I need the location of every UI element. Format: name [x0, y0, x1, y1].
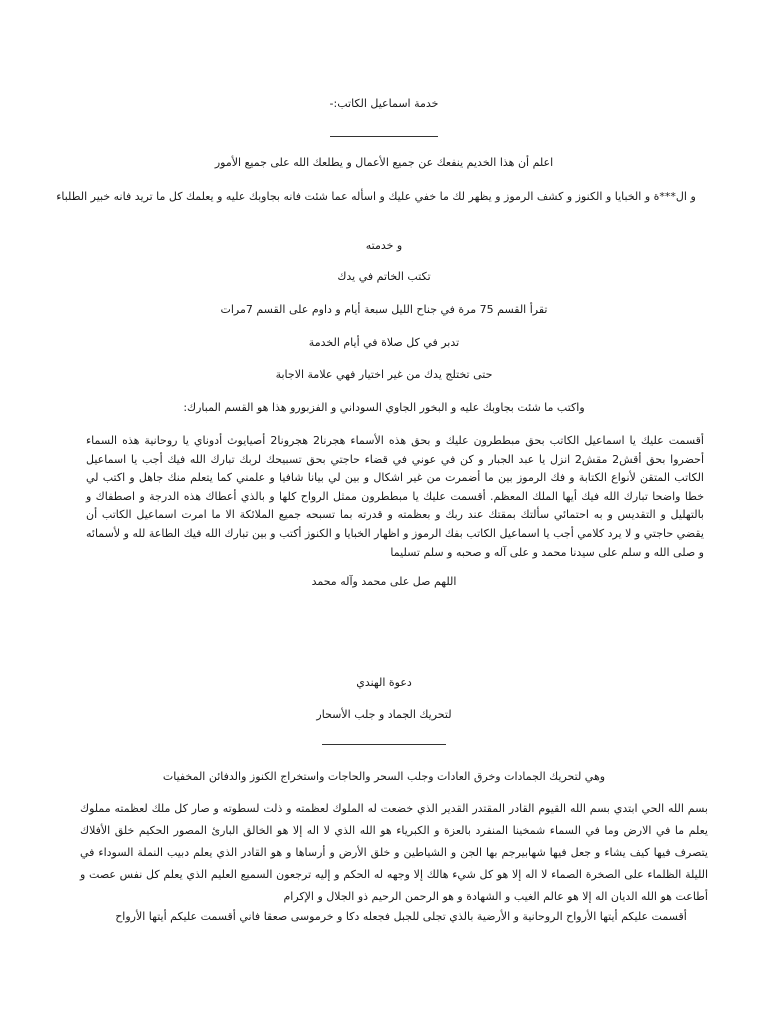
section-title-hindi: دعوة الهندي	[356, 676, 412, 689]
service-label: و خدمته	[365, 239, 403, 252]
invocation-paragraph: بسم الله الحي ابتدي بسم الله القيوم القادر المقتدر القدير الذي خضعت له الملوك لعظمته و ذلت لسطوته و صار كل ملك لعظمته مملوك يعلم ما في الارض وما في السماء شمخينا المنفرد بالعزة و الكبرياء هو الله الذي لا اله إلا هو الخالق البارئ المصور الحكيم خلق الأفلاك يتصرف فيها كيف يشاء و جعل فيها شهابيرجم بها الجن و الشياطين و خلق الأرض و أرساها و هو القادر الذي يعلم دبيب النملة السوداء في الليلة الظلماء على الصخرة الصماء لا اله إلا هو كل شيء هالك إلا وجهه له الحكم و إليه ترجعون السميع العليم الذي يعلم كل نفس عصت و أطاعت هو الله الديان اله إلا هو عالم الغيب و الشهادة و هو الرحمن الرحيم ذو الجلال و الإكرام	[80, 802, 708, 903]
oath-paragraph: أقسمت عليك يا اسماعيل الكاتب بحق مبططرون عليك و بحق هذه الأسماء هجرنا2 هجرونا2 أصيايوث أدوناي يا روحانية هذه السماء أحضروا بحق أقش2 مقش2 انزل يا عبد الجبار و كن في عوني في قضاء حاجتي بحق تسبيحك لربك تبارك الله فيك أجب يا اسماعيل الكاتب المتقن لأنواع الكتابة و فك الرموز بين ما أضمرت من غير اشكال و بين لي بيانا شافيا و علمني كما يتعلم منك جاهل و اكتب لي خطا واضحا تبارك الله فيك أيها الملك المعظم. أقسمت عليك يا مبططرون ممثل الرواح كلها و بالذي أعطاك هذه الدرجة و اصطفاك و بالتهليل و التقديس و به احتمائي سألتك بمقتك عند ربك و بعظمته و قدرته بما تسبحه جميع الملائكة الا ما امرت اسماعيل الكاتب أن يقضي حاجتي و لا يرد كلامي أجب يا اسماعيل الكاتب بفك الرموز و اظهار الخبايا و الكنوز أكتب و بين تبارك الله فيك الطاعة لله و لأسمائه و صلى الله و سلم على سيدنا محمد و على آله و صحبه و سلم تسليما	[86, 434, 704, 559]
closing-prayer: اللهم صل على محمد وآله محمد	[311, 575, 457, 588]
description-paragraph: و ال***ة و الخبايا و الكنوز و كشف الرموز و يظهر لك ما خفي عليك و اسأله عما شئت فانه بجاوبك عليه و يعلمك كل ما تريد فانه خبير الطلباء	[56, 190, 696, 203]
section-subtitle: لتحريك الجماد و جلب الأسحار	[316, 708, 452, 721]
step-write-seal: تكتب الخاتم في يدك	[337, 270, 431, 283]
step-recite-oath: تقرأ القسم 75 مرة في جناح الليل سبعة أيام و داوم على القسم 7مرات	[220, 303, 548, 316]
incense-line: واكتب ما شئت بجاوبك عليه و البخور الجاوي السوداني و الفزبورو هذا هو القسم المبارك:	[183, 401, 585, 414]
step-meditate: تدبر في كل صلاة في أيام الخدمة	[308, 336, 460, 349]
step-sign: حتى تختلج يدك من غير اختيار فهي علامة الاجابة	[275, 368, 493, 381]
section2-description: وهي لتحريك الجمادات وخرق العادات وجلب السحر والحاجات واستخراج الكنوز والدفائن المخفيات	[162, 770, 606, 783]
subtitle-underline	[322, 744, 446, 745]
final-invocation: أقسمت عليكم أيتها الأرواح الروحانية و الأرضية بالذي تجلى للجبل فجعله دكا و خرموسى صعقا فاني أقسمت عليكم أيتها الأرواح	[115, 910, 687, 923]
intro-line: اعلم أن هذا الخديم ينفعك عن جميع الأعمال و يطلعك الله على جميع الأمور	[214, 156, 554, 169]
title-underline	[330, 136, 438, 137]
section-title-ismail: خدمة اسماعيل الكاتب:-	[329, 97, 439, 110]
